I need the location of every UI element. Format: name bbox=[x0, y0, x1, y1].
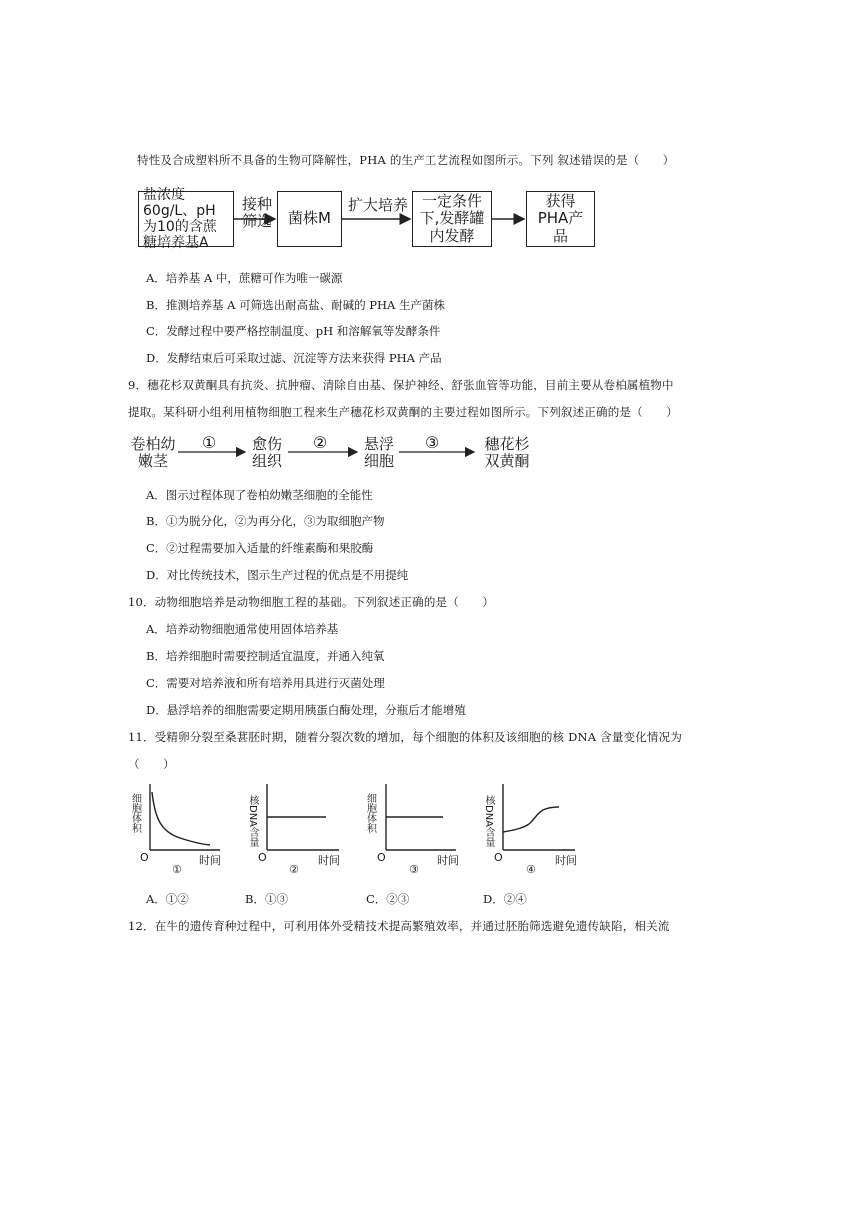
graph4-number: ④ bbox=[526, 863, 536, 876]
q10-option-d: D．悬浮培养的细胞需要定期用胰蛋白酶处理，分瓶后才能增殖 bbox=[146, 703, 466, 717]
q10-option-c: C．需要对培养液和所有培养用具进行灭菌处理 bbox=[146, 676, 385, 690]
graph3-number: ③ bbox=[409, 863, 419, 876]
q9-step-1: ① bbox=[201, 433, 217, 452]
q9-node-product: 穗花杉双黄酮 bbox=[484, 435, 530, 471]
q9-stem-line1: 9．穗花杉双黄酮具有抗炎、抗肿瘤、清除自由基、保护神经、舒张血管等功能，目前主要从卷柏属植物中 bbox=[128, 378, 674, 392]
graph4-xlabel: 时间 bbox=[555, 854, 577, 867]
graph1-ylabel: 细胞体积 bbox=[132, 794, 142, 835]
graph4-ylabel: 核DNA含量 bbox=[483, 795, 494, 848]
graph4-curve bbox=[503, 807, 559, 832]
inoculate-screen-label: 接种筛选 bbox=[241, 195, 272, 231]
graph2-ylabel: 核DNA含量 bbox=[247, 795, 258, 848]
q9-option-c: C．②过程需要加入适量的纤维素酶和果胶酶 bbox=[146, 541, 374, 555]
q9-option-a: A．图示过程体现了卷柏幼嫩茎细胞的全能性 bbox=[146, 488, 373, 502]
q11-option-a: A．①② bbox=[146, 892, 189, 906]
graph3-plot bbox=[376, 780, 476, 860]
medium-a-box: 盐浓度60g/L、pH为10的含蔗糖培养基A bbox=[138, 191, 234, 247]
graph3-ylabel: 细胞体积 bbox=[367, 794, 377, 835]
q9-step-3: ③ bbox=[424, 433, 440, 452]
q11-stem-line1: 11．受精卵分裂至桑葚胚时期，随着分裂次数的增加，每个细胞的体积及该细胞的核 DNA 含量变化情况为 bbox=[128, 730, 683, 744]
graph1-origin: O bbox=[140, 851, 149, 864]
q8-option-b: B．推测培养基 A 可筛选出耐高盐、耐碱的 PHA 生产菌株 bbox=[146, 298, 445, 312]
graph3-xlabel: 时间 bbox=[437, 854, 459, 867]
expand-culture-label: 扩大培养 bbox=[347, 196, 408, 214]
q11-option-c: C．②③ bbox=[366, 892, 410, 906]
q8-intro-line: 特性及合成塑料所不具备的生物可降解性，PHA 的生产工艺流程如图所示。下列 叙述错误的是（ ） bbox=[137, 153, 675, 167]
graph2-plot bbox=[257, 780, 357, 860]
pha-product-box: 获得PHA产品 bbox=[526, 191, 595, 247]
q12-stem-line1: 12．在牛的遗传育种过程中，可利用体外受精技术提高繁殖效率，并通过胚胎筛选避免遗传缺陷，相关流 bbox=[128, 919, 670, 933]
q10-option-a: A．培养动物细胞通常使用固体培养基 bbox=[146, 622, 339, 636]
fermentation-box: 一定条件下,发酵罐内发酵 bbox=[412, 191, 492, 247]
graph1-curve bbox=[152, 792, 210, 845]
graph4-origin: O bbox=[494, 851, 503, 864]
q11-option-d: D．②④ bbox=[483, 892, 527, 906]
q9-flow-arrows bbox=[0, 0, 867, 500]
graph3-origin: O bbox=[377, 851, 386, 864]
q9-option-b: B．①为脱分化，②为再分化，③为取细胞产物 bbox=[146, 514, 385, 528]
strain-m-box: 菌株M bbox=[277, 191, 342, 247]
q9-node-stem: 卷柏幼嫩茎 bbox=[130, 435, 176, 471]
graph4-plot bbox=[493, 780, 593, 860]
graph1-number: ① bbox=[172, 863, 182, 876]
graph2-origin: O bbox=[258, 851, 267, 864]
q10-stem: 10．动物细胞培养是动物细胞工程的基础。下列叙述正确的是（ ） bbox=[128, 595, 495, 609]
graph1-plot bbox=[140, 780, 240, 860]
q9-node-suspension: 悬浮细胞 bbox=[363, 435, 394, 471]
q11-stem-line2: （ ） bbox=[128, 757, 175, 771]
q8-option-d: D．发酵结束后可采取过滤、沉淀等方法来获得 PHA 产品 bbox=[146, 351, 442, 365]
q8-option-a: A．培养基 A 中，蔗糖可作为唯一碳源 bbox=[146, 271, 343, 285]
q9-node-callus: 愈伤组织 bbox=[251, 435, 282, 471]
q9-option-d: D．对比传统技术，图示生产过程的优点是不用提纯 bbox=[146, 568, 409, 582]
graph2-xlabel: 时间 bbox=[318, 854, 340, 867]
q9-step-2: ② bbox=[312, 433, 328, 452]
q11-option-b: B．①③ bbox=[245, 892, 288, 906]
q10-option-b: B．培养细胞时需要控制适宜温度，并通入纯氧 bbox=[146, 649, 385, 663]
q9-stem-line2: 提取。某科研小组利用植物细胞工程来生产穗花杉双黄酮的主要过程如图所示。下列叙述正确的是（ ） bbox=[128, 405, 678, 419]
q8-option-c: C．发酵过程中要严格控制温度、pH 和溶解氧等发酵条件 bbox=[146, 324, 441, 338]
graph1-xlabel: 时间 bbox=[199, 854, 221, 867]
graph2-number: ② bbox=[289, 863, 299, 876]
